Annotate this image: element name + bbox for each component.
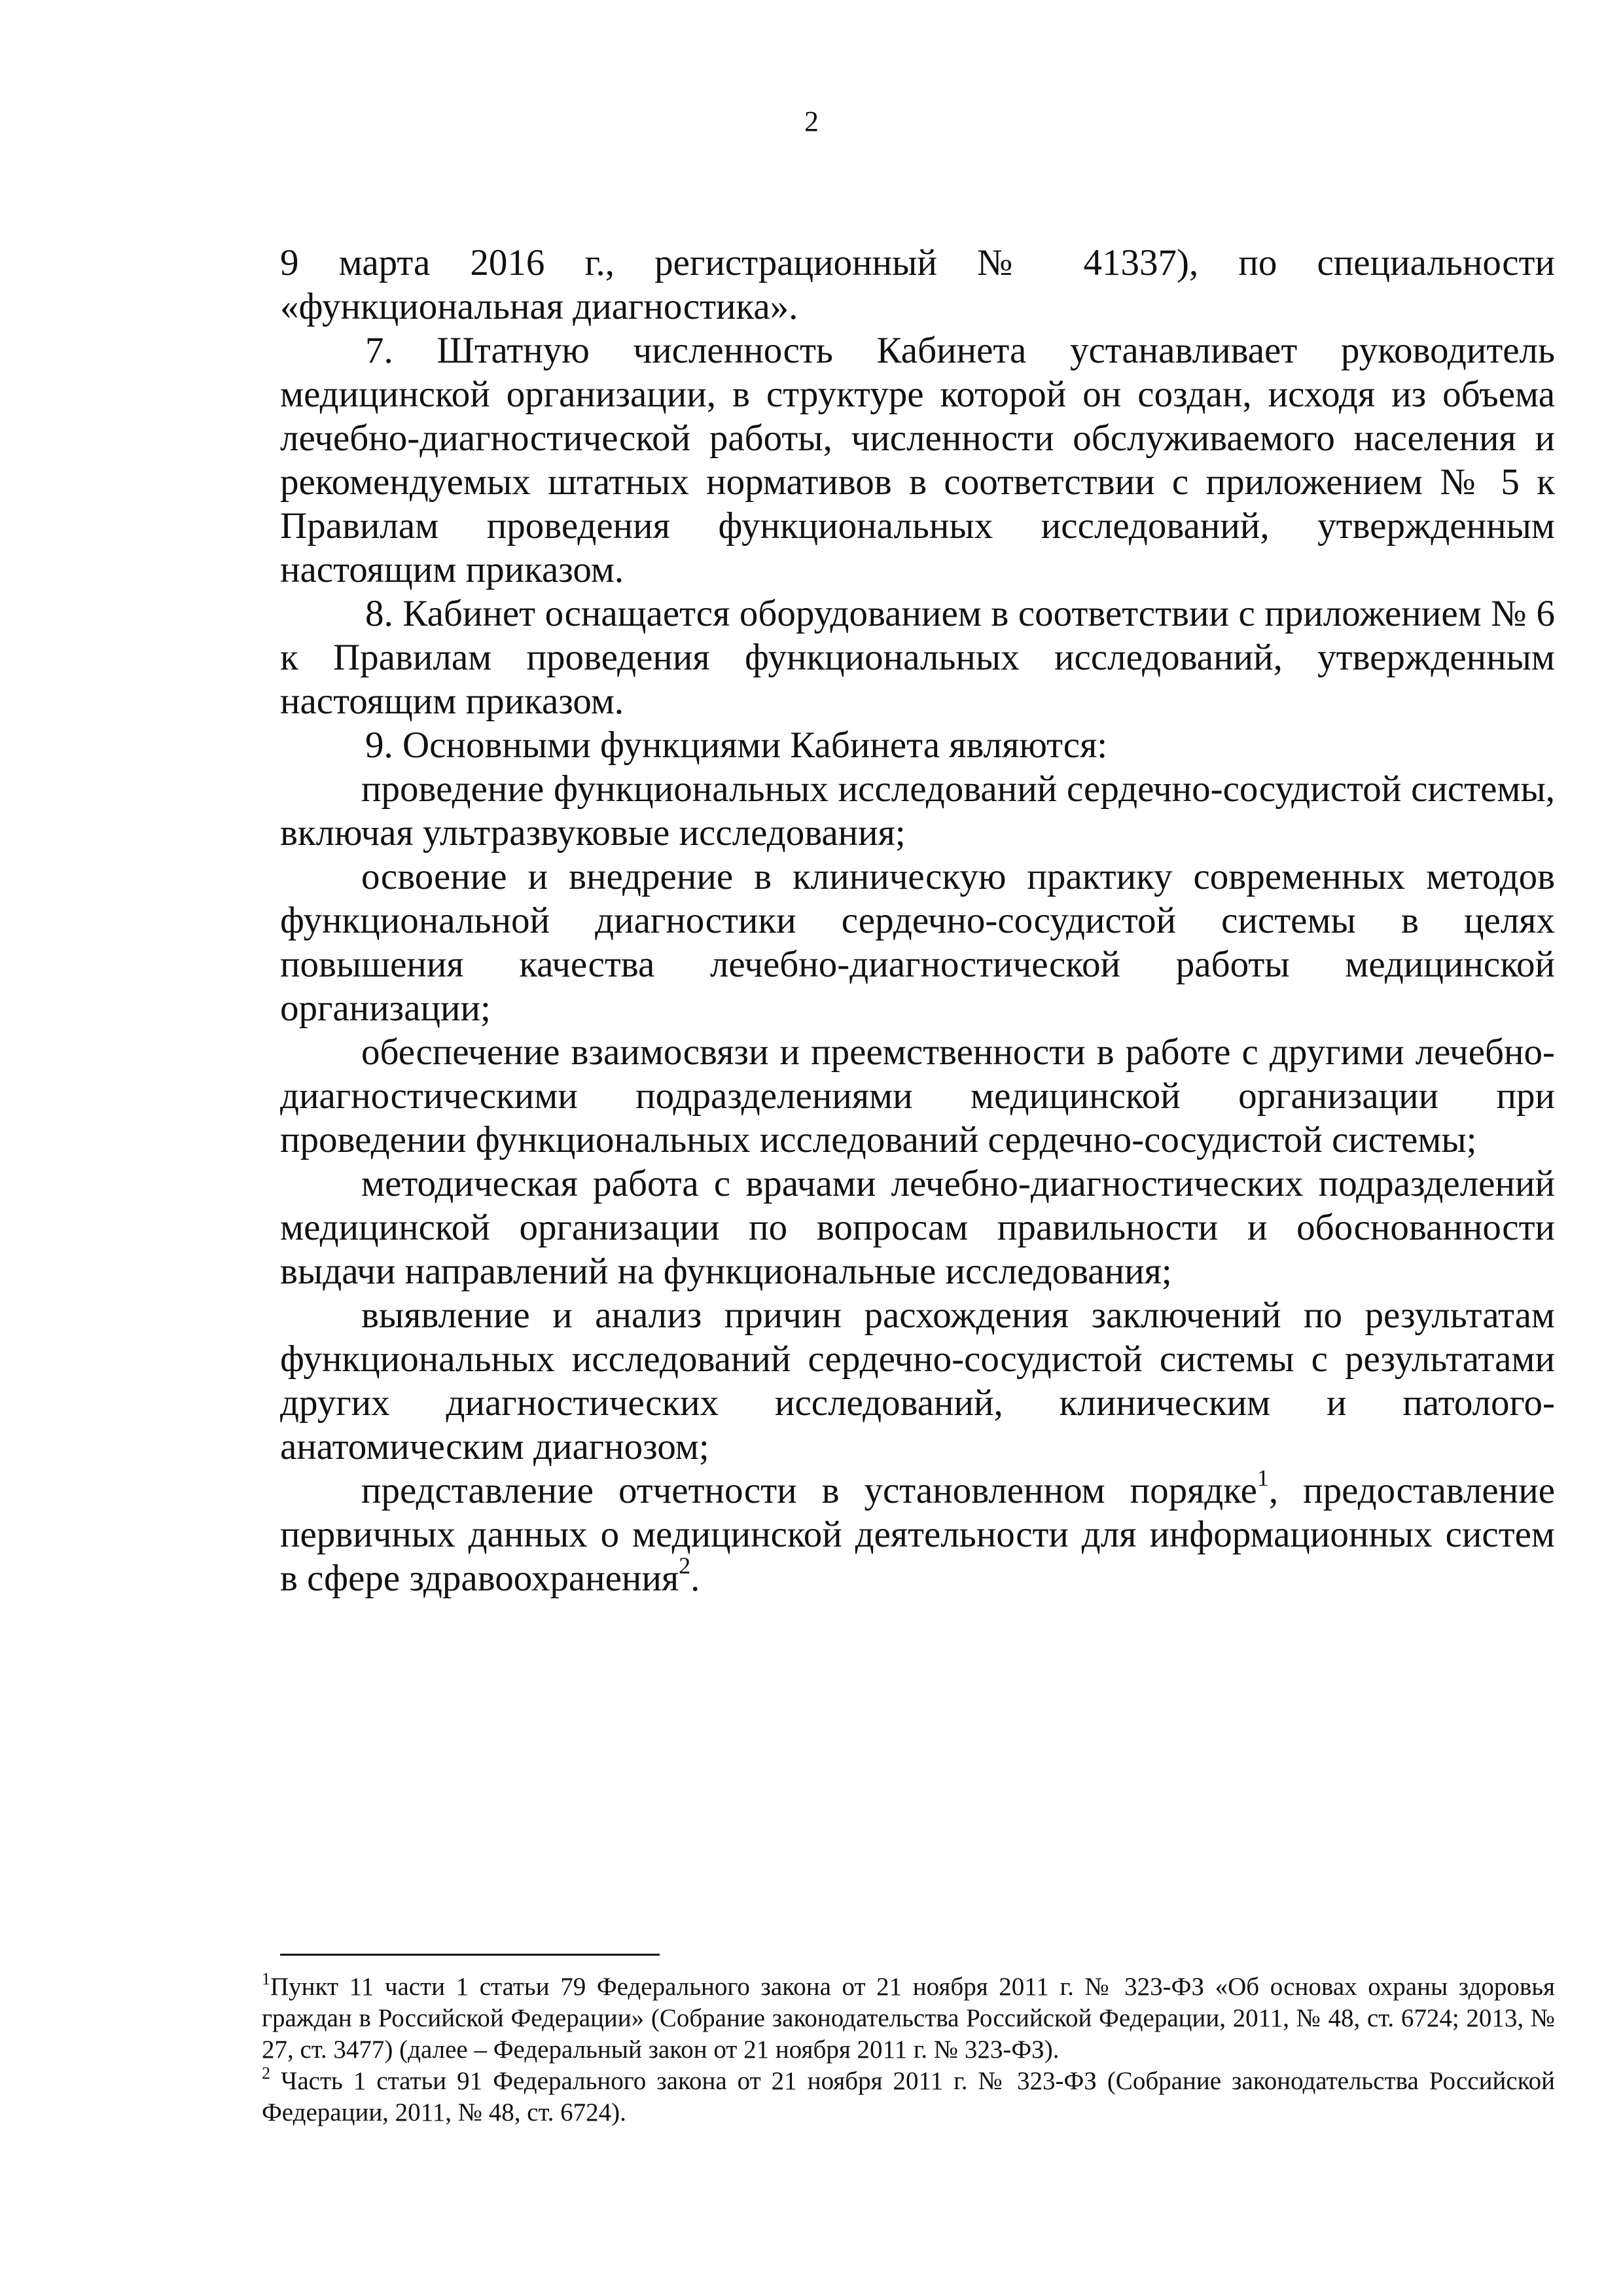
footnote-marker-2: 2 <box>262 2064 270 2083</box>
footnote-reference-2[interactable]: 2 <box>679 1552 691 1579</box>
function-item: обеспечение взаимосвязи и преемственности в работе с другими лечебно-диагностическими подразделениями медицинской организации при проведении функциональных исследований сердечно-сосудистой системы; <box>280 1031 1555 1160</box>
reporting-text-part-2: , предоставление первичных данных о медицинской деятельности для информационных систем в сфере здравоохранения <box>280 1470 1555 1599</box>
footnotes <box>262 1971 1555 2128</box>
footnote-2-text: Часть 1 статьи 91 Федерального закона от 21 ноября 2011 г. № 323-ФЗ (Собрание законодательства Российской Федерации, 2011, № 48, ст. 6724). <box>262 2067 1555 2126</box>
footnote-separator <box>280 1954 660 1956</box>
footnote-reference-1[interactable]: 1 <box>1257 1465 1269 1491</box>
reporting-text-part-1: представление отчетности в установленном порядке <box>361 1470 1257 1511</box>
reporting-text-part-3: . <box>690 1558 700 1599</box>
paragraph-8-equipment: 8. Кабинет оснащается оборудованием в соответствии с приложением № 6 к Правилам проведения функциональных исследований, утвержденным настоящим приказом. <box>280 593 1555 722</box>
footnote-1 <box>262 1971 1555 2066</box>
paragraph-7-staffing: 7. Штатную численность Кабинета устанавливает руководитель медицинской организации, в структуре которой он создан, исходя из объема лечебно-диагностической работы, численности обслуживаемого населения и рекомендуемых штатных нормативов в соответствии с приложением № 5 к Правилам проведения функциональных исследований, утвержденным настоящим приказом. <box>280 330 1555 590</box>
page-number: 2 <box>804 105 819 137</box>
function-item: освоение и внедрение в клиническую практику современных методов функциональной диагностики сердечно-сосудистой системы в целях повышения качества лечебно-диагностической работы медицинской организации; <box>280 856 1555 1029</box>
footnote-marker-1: 1 <box>262 1969 270 1988</box>
footnote-1-text: Пункт 11 части 1 статьи 79 Федерального закона от 21 ноября 2011 г. № 323-ФЗ «Об основах охраны здоровья граждан в Российской Федерации» (Собрание законодательства Российской Федерации, 2011, № 48, ст. 6724; 2013, № 27, ст. 3477) (далее – Федеральный закон от 21 ноября 2011 г. № 323-ФЗ). <box>262 1973 1555 2064</box>
function-item: проведение функциональных исследований сердечно-сосудистой системы, включая ультразвуковые исследования; <box>280 768 1555 853</box>
document-body <box>280 241 1555 1600</box>
function-item: выявление и анализ причин расхождения заключений по результатам функциональных исследований сердечно-сосудистой системы с результатами других диагностических исследований, клиническим и патолого-анатомическим диагнозом; <box>280 1295 1555 1467</box>
function-item-reporting <box>280 1465 1555 1600</box>
paragraph-continuation: 9 марта 2016 г., регистрационный № 41337), по специальности «функциональная диагностика». <box>280 242 1555 327</box>
footnote-2 <box>262 2066 1555 2128</box>
paragraph-9-functions-heading: 9. Основными функциями Кабинета являются: <box>365 725 1108 766</box>
function-item: методическая работа с врачами лечебно-диагностических подразделений медицинской организации по вопросам правильности и обоснованности выдачи направлений на функциональные исследования; <box>280 1163 1555 1292</box>
